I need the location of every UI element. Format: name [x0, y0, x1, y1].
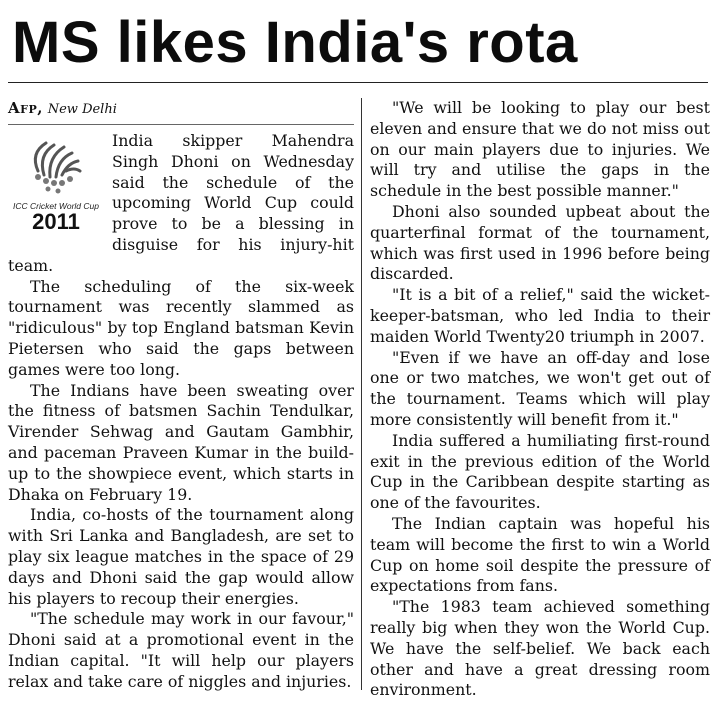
left-column [8, 98, 354, 691]
logo-caption: ICC Cricket World Cup [13, 201, 99, 211]
paragraph: India skipper Mahendra Singh Dhoni on Wednesday said the schedule of the upcoming World Cup could prove to be a blessing in disguise for his injury-hit team. [8, 131, 354, 275]
world-cup-emblem-icon [8, 131, 104, 201]
world-cup-logo [8, 131, 104, 235]
paragraph: "We will be looking to play our best eleven and ensure that we do not miss out on our main players due to injuries. We will try and utilise the gaps in the schedule in the best possible manner." [370, 98, 710, 201]
paragraph: "The 1983 team achieved something really big when they won the World Cup. We have the self-belief. We back each other and have a great dressing room environment. [370, 597, 710, 700]
dateline [8, 98, 354, 120]
paragraph: "It is a bit of a relief," said the wicket-keeper-batsman, who led India to their maiden World Twenty20 triumph in 2007. [370, 285, 710, 346]
paragraph: India, co-hosts of the tournament along with Sri Lanka and Bangladesh, are set to play six league matches in the space of 29 days and Dhoni said the gap would allow his players to recoup their energies. [8, 505, 354, 608]
paragraph: "Even if we have an off-day and lose one or two matches, we won't get out of the tournament. Teams which will play more consistently will benefit from it." [370, 347, 710, 429]
logo-year: 2011 [32, 209, 80, 234]
column-divider [361, 98, 362, 690]
article-body [8, 98, 710, 700]
paragraph: The Indians have been sweating over the fitness of batsmen Sachin Tendulkar, Virender Sehwag and Gautam Gambhir, and paceman Praveen Kumar in the build-up to the showpiece event, which starts in Dhaka on February 19. [8, 380, 354, 504]
paragraph: Dhoni also sounded upbeat about the quarterfinal format of the tournament, which was first used in 1996 before being discarded. [370, 201, 710, 284]
paragraph: "The schedule may work in our favour," Dhoni said at a promotional event in the Indian capital. "It will help our players relax and take care of niggles and injuries. [8, 609, 354, 691]
headline: MS likes India's rota [12, 10, 578, 75]
paragraph: India suffered a humiliating first-round exit in the previous edition of the World Cup in the Caribbean despite starting as one of the favourites. [370, 430, 710, 513]
right-column [370, 98, 710, 700]
dateline-place: New Delhi [47, 102, 117, 117]
headline-rule [8, 82, 708, 83]
paragraph: The scheduling of the six-week tournament was recently slammed as "ridiculous" by top England batsman Kevin Pietersen who said the gaps between games were too long. [8, 276, 354, 379]
agency-name: Afp, [8, 99, 43, 117]
paragraph: The Indian captain was hopeful his team will become the first to win a World Cup on home soil despite the pressure of expectations from fans. [370, 513, 710, 596]
dateline-rule [8, 124, 354, 125]
